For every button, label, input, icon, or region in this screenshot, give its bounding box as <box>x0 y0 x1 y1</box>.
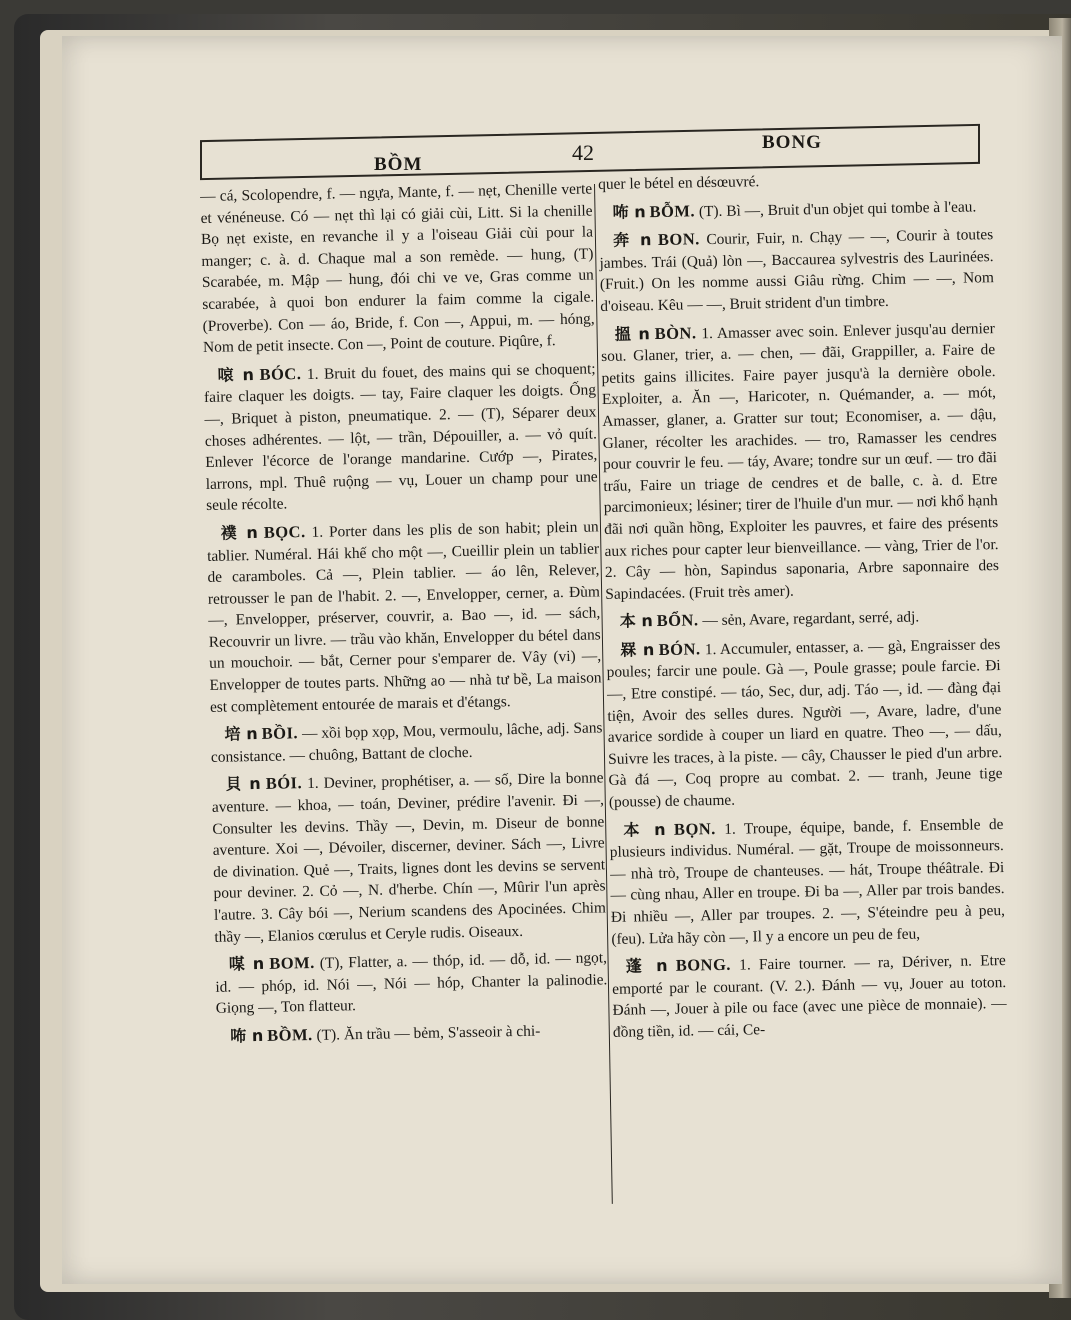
dictionary-entry <box>216 1018 608 1048</box>
headword: BỔN. <box>656 610 699 631</box>
entry-text: 1. Porter dans les plis de son habit; plein un tablier. Numéral. Hái khế cho một —, Cueillir plein un tablier de caramboles. Cả —, Plein tablier. — áo lên, Relever, retrousser le pan de l'habit. 2. —, Envelopper, cerner, a. Đùm —, Envelopper, préserver, couvrir, a. Bao —, id. — sách, Recouvrir un livre. — trầu vào khăn, Envelopper du bétel dans un mouchoir. — bắt, Cerner pour s'emparer de. Vây (vi) —, Envelopper de toutes parts. Những ao — nhà tư bề, La maison est complètement entourée de marais et d'étangs. <box>206 518 602 716</box>
nom-character: 搵 n <box>614 323 650 344</box>
dictionary-entry <box>606 604 1000 633</box>
entry-text: 1. Amasser avec soin. Enlever jusqu'au dernier sou. Glaner, trier, a. — chen, — đãi, Grappiller, a. Faire de petits gains illicites. Faire payer jusqu'à la dernière obole. Exploiter, a. Ăn —, Haricoter, n. Quémander, a. — mót, Amasser, glaner, a. Gratter sur tout; Economiser, a. — dậu, Glaner, récolter les arachides. — tro, Ramasser les cendres pour couvrir le feu. — táy, Avare; tondre sur un œuf. — tro đãi trấu, Faire un triage de cendres et de balle, c. à. d. Etre parcimonieux; lésiner; tirer de l'huile d'un mur. — nơi khổ hạnh đãi nơi quần hồng, Exploiter les pauvres, et faire des présents aux riches pour capter leur bienveillance. — vàng, Trier de l'or. 2. Cây — hòn, Sapindus saponaria, Arbre saponnaire des Sapindacées. (Fruit très amer). <box>601 319 1000 603</box>
headword: BÒN. <box>654 322 697 343</box>
nom-character: 罧 n <box>620 639 655 660</box>
header-left-word: BỒM <box>374 154 423 175</box>
dictionary-entry <box>612 949 1007 1043</box>
entry-text: quer le bétel en désœuvré. <box>598 173 760 193</box>
nom-character: 奔 n <box>612 230 652 250</box>
headword: BỌC. <box>263 521 306 542</box>
nom-character: 蓬 n <box>625 956 668 976</box>
nom-character: 咘 n <box>230 1025 264 1046</box>
entry-text: 1. Deviner, prophétiser, a. — số, Dire la bonne aventure. — khoa, — toán, Deviner, prédire l'avenir. Đi —, Consulter les devins. Thầy —, Devin, m. Diseur de bonne aventure. Xoi —, Dévoiler, discerner, deviner. Sách —, Livre de divination. Quẻ —, Traits, lignes dont les devins se servent pour deviner. 2. Cỏ —, N. d'herbe. Chín —, Mûrir l'un après l'autre. 3. Cây bói —, Nerium scandens des Apocinées. Chim thầy —, Elanios cœrulus et Ceryle rudis. Oiseaux. <box>211 769 607 946</box>
entry-text: — cá, Scolopendre, f. — ngựa, Mante, f. — nẹt, Chenille verte et vénéneuse. Có — nẹt thì lại có giải cùi, Litt. Si la chenille Bọ nẹt existe, en revanche il y a l'oiseau Giải cùi pour la manger; c. à. d. Chaque mal a son remède. — hung, (T) Scarabée, m. Mập — hung, đói chi ve ve, Gras comme un scarabée, à quoi bon endurer la faim comme la cigale. (Proverbe). Con — áo, Bride, f. Con —, Appui, m. — hóng, Nom de petit insecte. Con —, Point de couture. Piqûre, f. <box>200 180 595 357</box>
headword: BỌN. <box>673 818 717 839</box>
entry-text: 1. Bruit du fouet, des mains qui se choquent; faire claquer les doigts. — tay, Faire claquer les doigts. Ống —, Briquet à piston, pneumatique. 2. — (T), Séparer deux choses adhérentes. — lột, — trần, Dépouiller, a. — vỏ quít. Enlever l'écorce de l'orange mandarine. Cướp —, Pirates, larrons, mpl. Thuê ruộng — vụ, Louer un champ pour une seule récolte. <box>203 360 598 515</box>
headword: BOM. <box>269 953 315 973</box>
left-column <box>200 178 609 1054</box>
headword: BỒM. <box>266 1024 313 1045</box>
entry-text: (T). Ăn trầu — bẻm, S'asseoir à chi- <box>316 1022 541 1044</box>
dictionary-entry <box>609 813 1005 950</box>
dictionary-entry <box>203 357 598 517</box>
entry-text: — xồi bọp xọp, Mou, vermoulu, lâche, adj. Sans consistance. — chuông, Battant de cloche. <box>210 719 603 766</box>
nom-character: 㖼 n <box>228 954 265 974</box>
headword: BỒI. <box>261 723 299 744</box>
header-right-word: BONG <box>762 132 822 153</box>
nom-character: 咘 n <box>612 201 646 222</box>
dictionary-entry <box>598 195 992 224</box>
nom-character: 本 n <box>623 819 666 840</box>
dictionary-entry <box>601 317 1000 606</box>
entry-text: Courir, Fuir, n. Chạy — —, Courir à toutes jambes. Trái (Quả) lòn —, Baccaurea sylvestris des Laurinées. (Fruit.) On les nomme aussi Giâu rừng. Chim — —, Nom d'oiseau. Kêu — —, Bruit strident d'un timbre. <box>599 226 995 315</box>
nom-character: 襆 n <box>220 522 258 543</box>
nom-character: 本 n <box>619 611 653 631</box>
dictionary-entry <box>599 223 994 317</box>
nom-character: 㗒 n <box>217 364 255 385</box>
dictionary-entry <box>211 767 606 948</box>
entry-text: (T), Flatter, a. — thóp, id. — dỗ, id. — ngọt, id. — phóp, id. Nói —, Nói — hóp, Chanter la palinodie. Giọng —, Ton flatteur. <box>215 949 608 1018</box>
entry-text: 1. Accumuler, entasser, a. — gà, Engraisser des poules; farcir une poule. Gà —, Poule grasse; poule farcie. Đi —, Etre constipé. — táo, Sec, dur, adj. Táo —, id. — đàng đại tiện, Avoir des selles dures. Người —, Avare, ladre, d'une avarice sordide à couper un liard en quatre. Theo —, — dấu, Suivre les traces, à la piste. — cây, Chausser le pied d'un arbre. Gà đá —, Coq propre au combat. 2. — tranh, Jeune tige (pousse) de chaume. <box>606 635 1003 811</box>
dictionary-entry <box>206 515 602 718</box>
entry-text: (T). Bì —, Bruit d'un objet qui tombe à l'eau. <box>698 197 977 220</box>
page-number: 42 <box>572 140 594 165</box>
dictionary-entry <box>210 717 603 769</box>
nom-character: 貝 n <box>225 774 261 795</box>
dictionary-entry <box>215 947 608 1020</box>
headword: BÓC. <box>259 363 302 384</box>
headword: BÓI. <box>265 773 303 794</box>
headword: BÓN. <box>658 639 701 659</box>
dictionary-entry <box>606 633 1003 814</box>
headword: BONG. <box>675 954 732 975</box>
headword: BỖM. <box>649 200 696 221</box>
entry-text: 1. Troupe, équipe, bande, f. Ensemble de plusieurs individus. Numéral. — gặt, Troupe de moissonneurs. — nhà trò, Troupe de chanteuses. — hát, Troupe théâtrale. Đi — cùng nhau, Aller en troupe. Đi ba —, Aller par trois bandes. Đi nhiều —, Aller par troupes. 2. —, S'éteindre peu à peu, (feu). Lửa hãy còn —, Il y a encore un peu de feu, <box>609 815 1006 948</box>
dictionary-entry <box>200 178 595 358</box>
entry-text: — sẻn, Avare, regardant, serré, adj. <box>702 608 920 630</box>
headword: BON. <box>657 229 701 250</box>
nom-character: 培 n <box>224 724 258 744</box>
right-column <box>598 167 1007 1049</box>
entry-text: 1. Faire tourner. — ra, Dériver, n. Etre emporté par le courant. (V. 2.). Đánh — vụ, Jouer au toton. Đánh —, Jouer à pile ou face (avec une pièce de monnaie). — đồng tiền, id. — cái, Ce- <box>612 952 1007 1041</box>
